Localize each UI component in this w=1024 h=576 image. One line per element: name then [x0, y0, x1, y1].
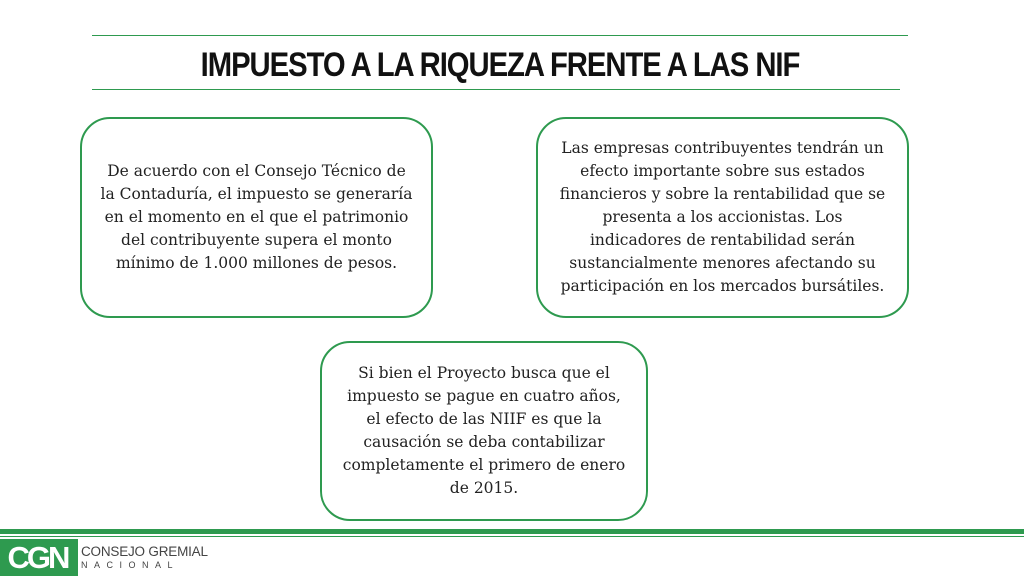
- slide-title: IMPUESTO A LA RIQUEZA FRENTE A LAS NIF: [200, 46, 800, 84]
- cgn-logo-mark: CGN: [0, 539, 78, 576]
- info-box-text: Las empresas contribuyentes tendrán un efecto importante sobre sus estados financieros y sobre la rentabilidad que se presenta a los accionistas. Los indicadores de rentabilidad serán sustancialmente menores afectando su participación en los mercados bursátiles.: [559, 139, 886, 295]
- info-box-text: De acuerdo con el Consejo Técnico de la Contaduría, el impuesto se generaría en el momento en el que el patrimonio del contribuyente supera el monto mínimo de 1.000 millones de pesos.: [100, 162, 413, 272]
- footer-band: [0, 529, 1024, 534]
- cgn-logo: [0, 539, 208, 576]
- info-box-proyecto-niif: [320, 341, 648, 521]
- title-top-rule: [92, 35, 908, 36]
- org-name-line2: NACIONAL: [81, 560, 180, 570]
- title-bottom-rule: [92, 89, 900, 90]
- footer-band-line: [0, 536, 1024, 537]
- cgn-logo-text: [81, 544, 208, 571]
- info-box-consejo-tecnico: [80, 117, 433, 318]
- info-box-empresas-contribuyentes: [536, 117, 909, 318]
- org-name-line1: CONSEJO GREMIAL: [81, 544, 208, 559]
- info-box-text: Si bien el Proyecto busca que el impuesto se pague en cuatro años, el efecto de las NIIF es que la causación se deba contabilizar completamente el primero de enero de 2015.: [342, 364, 626, 497]
